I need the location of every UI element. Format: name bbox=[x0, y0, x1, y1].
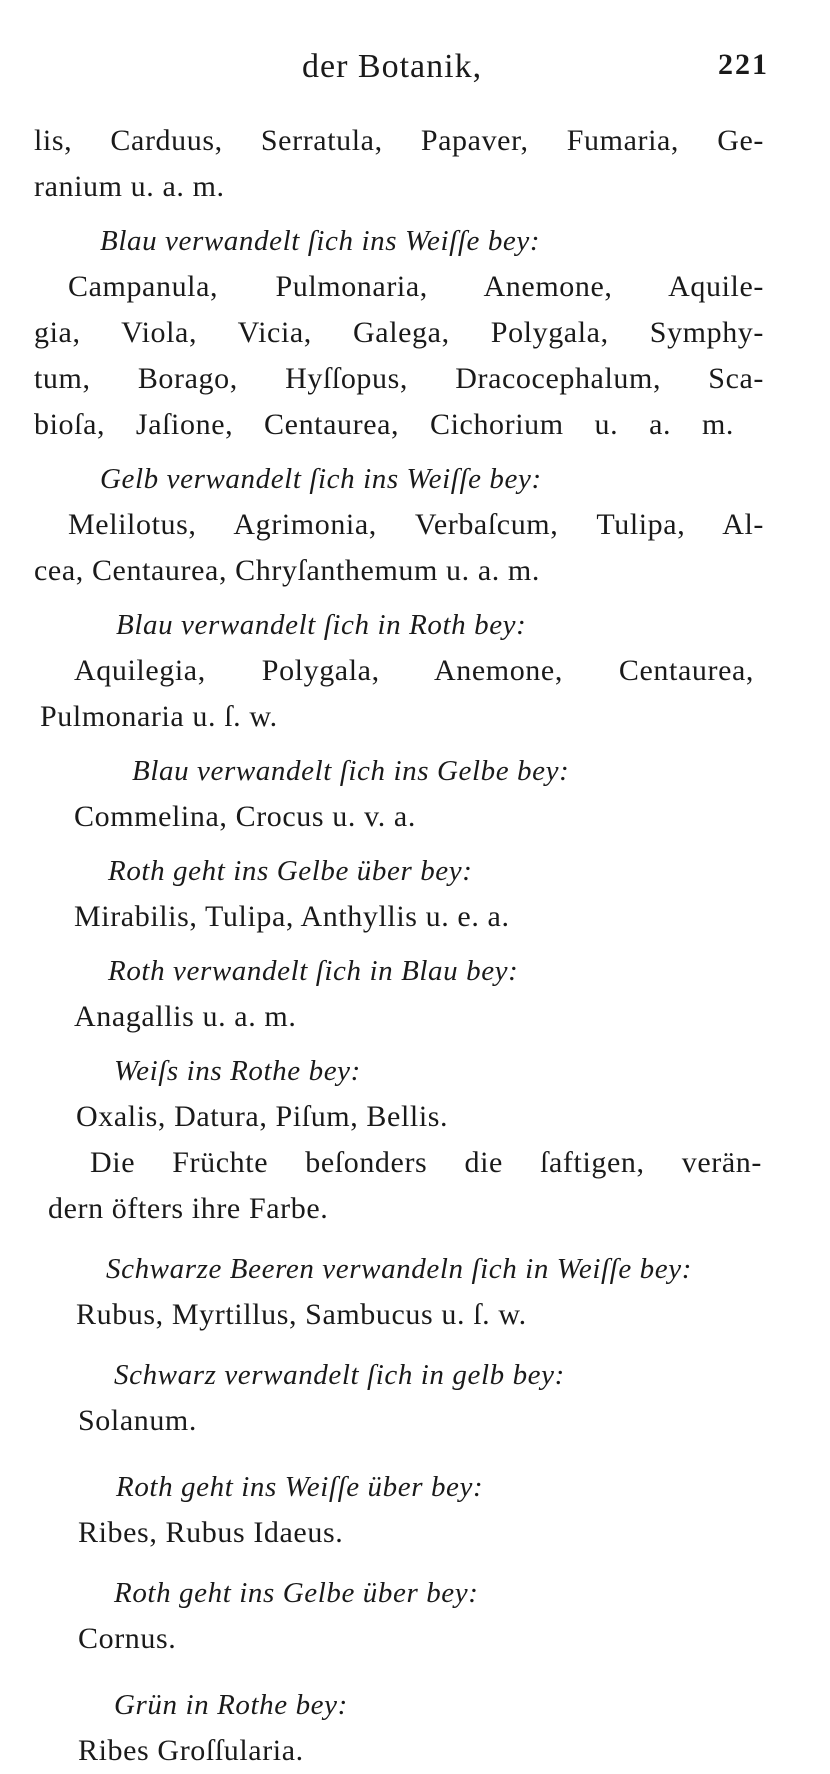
text-line: tum, Borago, Hyſſopus, Dracocephalum, Sca- bbox=[34, 362, 764, 395]
text-line: cea, Centaurea, Chryſanthemum u. a. m. bbox=[34, 554, 540, 587]
section-heading: Roth verwandelt ſich in Blau bey: bbox=[108, 955, 519, 987]
running-head-title: der Botanik, bbox=[302, 48, 483, 85]
section-heading: Roth geht ins Gelbe über bey: bbox=[114, 1577, 479, 1609]
section-heading: Schwarze Beeren verwandeln ſich in Weiſſe bey: bbox=[106, 1253, 692, 1285]
section-heading: Grün in Rothe bey: bbox=[114, 1689, 348, 1721]
text-line: lis, Carduus, Serratula, Papaver, Fumaria, Ge- bbox=[34, 124, 764, 157]
text-line: Commelina, Crocus u. v. a. bbox=[74, 800, 416, 833]
section-heading: Blau verwandelt ſich ins Weiſſe bey: bbox=[100, 225, 541, 257]
text-line: Ribes, Rubus Idaeus. bbox=[78, 1516, 344, 1549]
page-number: 221 bbox=[718, 48, 769, 81]
section-heading: Roth geht ins Gelbe über bey: bbox=[108, 855, 473, 887]
section-heading: Roth geht ins Weiſſe über bey: bbox=[116, 1471, 484, 1503]
text-line: gia, Viola, Vicia, Galega, Polygala, Symphy- bbox=[34, 316, 764, 349]
text-line: Anagallis u. a. m. bbox=[74, 1000, 297, 1033]
section-heading: Blau verwandelt ſich ins Gelbe bey: bbox=[132, 755, 570, 787]
text-line: ranium u. a. m. bbox=[34, 170, 225, 203]
text-line: Pulmonaria u. ſ. w. bbox=[40, 700, 278, 733]
text-line: dern öfters ihre Farbe. bbox=[48, 1192, 329, 1225]
section-heading: Schwarz verwandelt ſich in gelb bey: bbox=[114, 1359, 565, 1391]
text-line: Solanum. bbox=[78, 1404, 197, 1437]
body-text bbox=[34, 118, 794, 1774]
text-line: Die Früchte beſonders die ſaftigen, verän- bbox=[90, 1146, 762, 1179]
section-heading: Gelb verwandelt ſich ins Weiſſe bey: bbox=[100, 463, 542, 495]
text-line: Melilotus, Agrimonia, Verbaſcum, Tulipa, Al- bbox=[68, 508, 764, 541]
running-head bbox=[0, 48, 830, 94]
text-line: Cornus. bbox=[78, 1622, 177, 1655]
text-line: Ribes Groſſularia. bbox=[78, 1734, 304, 1767]
section-heading: Weiſs ins Rothe bey: bbox=[114, 1055, 361, 1087]
text-line: Rubus, Myrtillus, Sambucus u. ſ. w. bbox=[76, 1298, 527, 1331]
text-line: Aquilegia, Polygala, Anemone, Centaurea, bbox=[74, 654, 754, 687]
text-line: Campanula, Pulmonaria, Anemone, Aquile- bbox=[68, 270, 764, 303]
text-line: Mirabilis, Tulipa, Anthyllis u. e. a. bbox=[74, 900, 510, 933]
text-line: bioſa, Jaſione, Centaurea, Cichorium u. a. m. bbox=[34, 408, 734, 441]
section-heading: Blau verwandelt ſich in Roth bey: bbox=[116, 609, 527, 641]
text-line: Oxalis, Datura, Piſum, Bellis. bbox=[76, 1100, 449, 1133]
